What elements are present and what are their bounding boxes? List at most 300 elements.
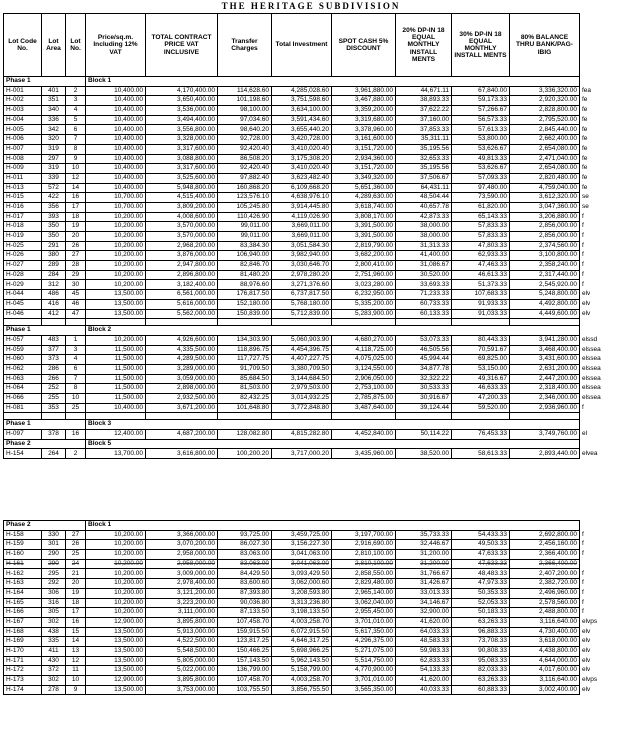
cell-transfer: 85,684.50 (218, 374, 272, 384)
table-row (4, 550, 610, 560)
cell-spot-cash: 3,808,170.00 (332, 212, 396, 222)
block-label: Block 2 (86, 326, 580, 336)
cell-dp30: 47,633.33 (452, 559, 510, 569)
table-row (4, 144, 610, 154)
cell-dp20: 60,733.33 (396, 299, 452, 309)
cell-balance: 2,845,440.00 (510, 125, 580, 135)
blank-cell (66, 319, 86, 326)
cell-balance: 2,358,240.00 (510, 261, 580, 271)
cell-spot-cash: 5,283,900.00 (332, 309, 396, 319)
table-body-phase2 (4, 521, 610, 695)
cell-price: 10,200.00 (86, 335, 146, 345)
cell-lot-area: 302 (42, 617, 66, 627)
col-lot-area: Lot Area (42, 14, 66, 77)
table-row (4, 135, 610, 145)
table-row (4, 241, 610, 251)
cell-lot-no: 9 (66, 685, 86, 695)
cell-transfer: 93,725.00 (218, 530, 272, 540)
cell-lot-area: 342 (42, 125, 66, 135)
cell-lot-area: 339 (42, 173, 66, 183)
cell-lot-area: 290 (42, 550, 66, 560)
cell-lot-no: 16 (66, 617, 86, 627)
cell-lot-code: H-081 (4, 403, 42, 413)
cell-spot-cash: 3,435,960.00 (332, 449, 396, 459)
table-row (4, 430, 610, 440)
cell-lot-area: 412 (42, 309, 66, 319)
cell-dp20: 34,877.78 (396, 364, 452, 374)
cell-lot-no: 16 (66, 430, 86, 440)
cell-lot-no: 14 (66, 183, 86, 193)
cell-price: 10,200.00 (86, 270, 146, 280)
cell-lot-no: 27 (66, 251, 86, 261)
cell-balance: 2,654,080.00 (510, 144, 580, 154)
cell-price: 10,400.00 (86, 183, 146, 193)
cell-price: 11,500.00 (86, 394, 146, 404)
cell-lot-area: 340 (42, 106, 66, 116)
cell-tag: f (582, 598, 584, 606)
cell-dp30: 46,613.33 (452, 270, 510, 280)
cell-tag: se (582, 193, 589, 201)
cell-balance: 2,936,960.00 (510, 403, 580, 413)
cell-lot-no: 21 (66, 569, 86, 579)
cell-dp20: 30,916.67 (396, 394, 452, 404)
cell-dp30: 46,633.33 (452, 384, 510, 394)
table-row (4, 559, 610, 569)
cell-spot-cash: 3,618,740.00 (332, 202, 396, 212)
cell-transfer: 105,245.80 (218, 202, 272, 212)
cell-price: 10,200.00 (86, 222, 146, 232)
cell-price: 10,200.00 (86, 251, 146, 261)
cell-spot-cash: 2,955,450.00 (332, 608, 396, 618)
cell-lot-code: H-025 (4, 241, 42, 251)
blank-cell (86, 319, 146, 326)
table-row (4, 173, 610, 183)
cell-total-contract: 3,895,800.00 (146, 676, 218, 686)
cell-dp30: 59,520.00 (452, 403, 510, 413)
cell-balance: 3,749,760.00 (510, 430, 580, 440)
cell-total-investment: 3,772,848.80 (272, 403, 332, 413)
cell-tag: fe (582, 135, 588, 143)
cell-transfer: 114,628.60 (218, 86, 272, 96)
cell-total-contract: 3,570,000.00 (146, 222, 218, 232)
cell-lot-no: 4 (66, 106, 86, 116)
cell-total-contract: 4,170,400.00 (146, 86, 218, 96)
table-row (4, 261, 610, 271)
cell-total-contract: 2,896,800.00 (146, 270, 218, 280)
cell-lot-area: 286 (42, 364, 66, 374)
cell-dp20: 32,322.22 (396, 374, 452, 384)
cell-total-contract: 3,556,800.00 (146, 125, 218, 135)
cell-lot-no: 27 (66, 530, 86, 540)
cell-dp20: 71,233.33 (396, 290, 452, 300)
cell-balance: 2,346,000.00 (510, 394, 580, 404)
cell-price: 10,200.00 (86, 598, 146, 608)
cell-total-contract: 4,515,400.00 (146, 193, 218, 203)
cell-transfer: 106,940.00 (218, 251, 272, 261)
col-total-contract: TOTAL CONTRACT PRICE VAT INCLUSIVE (146, 14, 218, 77)
cell-lot-code: H-013 (4, 183, 42, 193)
cell-lot-code: H-029 (4, 280, 42, 290)
table-header (4, 14, 610, 77)
cell-transfer: 150,839.00 (218, 309, 272, 319)
cell-total-contract: 4,008,600.00 (146, 212, 218, 222)
cell-dp30: 61,820.00 (452, 202, 510, 212)
cell-price: 13,500.00 (86, 290, 146, 300)
cell-tag: elv (582, 647, 591, 655)
cell-total-contract: 3,876,000.00 (146, 251, 218, 261)
cell-lot-no: 20 (66, 579, 86, 589)
cell-total-contract: 3,570,000.00 (146, 232, 218, 242)
cell-lot-no: 26 (66, 540, 86, 550)
cell-price: 13,500.00 (86, 627, 146, 637)
cell-total-contract: 3,536,000.00 (146, 106, 218, 116)
table-row (4, 280, 610, 290)
block-label: Block 1 (86, 521, 580, 531)
blank-cell (86, 413, 146, 420)
cell-dp20: 38,000.00 (396, 222, 452, 232)
tag-cell (580, 439, 610, 449)
cell-total-contract: 2,958,000.00 (146, 559, 218, 569)
cell-lot-area: 319 (42, 164, 66, 174)
cell-transfer: 82,846.70 (218, 261, 272, 271)
cell-dp30: 53,800.00 (452, 135, 510, 145)
cell-dp20: 37,160.00 (396, 115, 452, 125)
cell-total-contract: 3,366,000.00 (146, 530, 218, 540)
cell-total-investment: 5,060,903.90 (272, 335, 332, 345)
cell-tag: elv (582, 656, 591, 664)
cell-total-investment: 4,407,227.75 (272, 355, 332, 365)
cell-spot-cash: 3,023,280.00 (332, 280, 396, 290)
cell-total-investment: 3,144,684.50 (272, 374, 332, 384)
phase-label: Phase 1 (4, 77, 86, 87)
table-row (4, 617, 610, 627)
table-row (4, 540, 610, 550)
cell-total-investment: 3,041,063.00 (272, 559, 332, 569)
cell-tag: f (582, 579, 584, 587)
cell-price: 10,400.00 (86, 125, 146, 135)
cell-tag (580, 559, 610, 569)
cell-price: 10,400.00 (86, 164, 146, 174)
cell-dp30: 53,150.00 (452, 364, 510, 374)
cell-dp30: 57,613.33 (452, 125, 510, 135)
cell-transfer: 101,198.60 (218, 96, 272, 106)
cell-dp20: 39,124.44 (396, 403, 452, 413)
cell-transfer: 83,063.00 (218, 550, 272, 560)
cell-transfer: 99,011.00 (218, 232, 272, 242)
cell-lot-area: 290 (42, 559, 66, 569)
cell-lot-area: 393 (42, 212, 66, 222)
cell-dp20: 37,622.22 (396, 106, 452, 116)
cell-price: 10,400.00 (86, 135, 146, 145)
cell-lot-area: 266 (42, 374, 66, 384)
cell-dp30: 52,053.33 (452, 598, 510, 608)
cell-total-contract: 3,895,800.00 (146, 617, 218, 627)
cell-dp20: 35,195.56 (396, 144, 452, 154)
cell-lot-code: H-059 (4, 345, 42, 355)
cell-dp30: 97,480.00 (452, 183, 510, 193)
cell-lot-no: 15 (66, 627, 86, 637)
cell-balance: 3,612,320.00 (510, 193, 580, 203)
cell-lot-area: 353 (42, 403, 66, 413)
col-tag (580, 14, 610, 77)
cell-transfer: 117,727.75 (218, 355, 272, 365)
cell-dp20: 37,853.33 (396, 125, 452, 135)
cell-total-contract: 3,111,000.00 (146, 608, 218, 618)
cell-balance: 3,618,000.00 (510, 637, 580, 647)
cell-balance: 2,318,400.00 (510, 384, 580, 394)
cell-tag: fe (582, 96, 588, 104)
cell-dp30: 47,803.33 (452, 241, 510, 251)
cell-spot-cash: 3,359,200.00 (332, 106, 396, 116)
cell-total-contract: 3,328,000.00 (146, 135, 218, 145)
cell-tag: elvea (582, 449, 598, 457)
cell-tag: elssea (582, 355, 601, 363)
cell-total-contract: 2,968,200.00 (146, 241, 218, 251)
cell-lot-area: 356 (42, 202, 66, 212)
cell-lot-no: 10 (66, 394, 86, 404)
table-row (4, 86, 610, 96)
cell-tag: f (582, 540, 584, 548)
cell-lot-no: 45 (66, 290, 86, 300)
cell-price: 10,200.00 (86, 579, 146, 589)
cell-spot-cash: 2,785,875.00 (332, 394, 396, 404)
table-row (4, 290, 610, 300)
cell-total-investment: 3,914,445.80 (272, 202, 332, 212)
cell-transfer: 123,817.25 (218, 637, 272, 647)
cell-total-contract: 4,289,500.00 (146, 355, 218, 365)
cell-price: 11,500.00 (86, 384, 146, 394)
cell-total-investment: 3,410,020.40 (272, 164, 332, 174)
cell-lot-area: 295 (42, 569, 66, 579)
table-row (4, 608, 610, 618)
blank-cell (396, 319, 452, 326)
table-row (4, 299, 610, 309)
cell-transfer: 100,200.20 (218, 449, 272, 459)
cell-spot-cash: 2,753,100.00 (332, 384, 396, 394)
cell-lot-code: H-018 (4, 222, 42, 232)
cell-dp30: 48,483.33 (452, 569, 510, 579)
cell-spot-cash: 3,701,010.00 (332, 617, 396, 627)
cell-total-investment: 3,313,236.80 (272, 598, 332, 608)
cell-tag: elssea (582, 345, 601, 353)
cell-dp30: 76,453.33 (452, 430, 510, 440)
cell-dp30: 95,083.33 (452, 656, 510, 666)
cell-dp30: 65,143.33 (452, 212, 510, 222)
cell-dp20: 60,133.33 (396, 309, 452, 319)
cell-lot-no: 30 (66, 280, 86, 290)
cell-lot-no: 2 (66, 86, 86, 96)
cell-tag: elv (582, 290, 591, 298)
table-row (4, 598, 610, 608)
cell-transfer: 152,180.00 (218, 299, 272, 309)
cell-lot-code: H-016 (4, 202, 42, 212)
cell-lot-code: H-017 (4, 212, 42, 222)
cell-tag: elv (582, 627, 591, 635)
cell-dp20: 64,033.33 (396, 627, 452, 637)
cell-balance: 3,336,320.00 (510, 86, 580, 96)
cell-dp30: 47,973.33 (452, 579, 510, 589)
cell-total-investment: 3,634,100.00 (272, 106, 332, 116)
cell-dp30: 63,263.33 (452, 617, 510, 627)
cell-lot-no: 18 (66, 212, 86, 222)
cell-transfer: 92,728.00 (218, 135, 272, 145)
cell-lot-no: 3 (66, 96, 86, 106)
cell-tag: fe (582, 154, 588, 162)
cell-dp30: 50,183.33 (452, 608, 510, 618)
cell-total-contract: 5,562,000.00 (146, 309, 218, 319)
cell-price: 10,200.00 (86, 280, 146, 290)
cell-total-investment: 4,638,976.10 (272, 193, 332, 203)
cell-lot-no: 18 (66, 598, 86, 608)
cell-dp20: 41,400.00 (396, 251, 452, 261)
cell-balance: 2,578,560.00 (510, 598, 580, 608)
table-row (4, 335, 610, 345)
cell-balance: 2,407,200.00 (510, 569, 580, 579)
cell-lot-code: H-169 (4, 637, 42, 647)
cell-lot-no: 6 (66, 125, 86, 135)
cell-tag: elvps (582, 676, 598, 684)
cell-balance: 2,374,560.00 (510, 241, 580, 251)
cell-transfer: 98,640.20 (218, 125, 272, 135)
cell-balance: 2,662,400.00 (510, 135, 580, 145)
cell-spot-cash: 2,906,050.00 (332, 374, 396, 384)
cell-lot-no: 11 (66, 666, 86, 676)
cell-total-investment: 3,208,593.80 (272, 588, 332, 598)
cell-dp30: 73,708.33 (452, 637, 510, 647)
col-balance: 80% BALANCE THRU BANK/PAG-IBIG (510, 14, 580, 77)
cell-transfer: 84,429.50 (218, 569, 272, 579)
cell-tag: elssea (582, 374, 601, 382)
cell-lot-area: 422 (42, 193, 66, 203)
cell-lot-code: H-028 (4, 270, 42, 280)
cell-lot-area: 292 (42, 579, 66, 589)
cell-lot-code: H-097 (4, 430, 42, 440)
cell-dp20: 31,200.00 (396, 550, 452, 560)
cell-balance: 2,893,440.00 (510, 449, 580, 459)
cell-dp30: 58,613.33 (452, 449, 510, 459)
cell-balance: 2,488,800.00 (510, 608, 580, 618)
cell-total-investment: 3,175,308.20 (272, 154, 332, 164)
cell-total-contract: 3,616,800.00 (146, 449, 218, 459)
cell-price: 10,400.00 (86, 403, 146, 413)
cell-lot-area: 350 (42, 222, 66, 232)
cell-total-contract: 3,223,200.00 (146, 598, 218, 608)
cell-lot-code: H-009 (4, 164, 42, 174)
cell-spot-cash: 2,810,100.00 (332, 550, 396, 560)
blank-cell (452, 413, 510, 420)
cell-lot-no: 17 (66, 608, 86, 618)
table-row (4, 270, 610, 280)
cell-tag: elssea (582, 384, 601, 392)
tag-cell (580, 521, 610, 531)
cell-total-contract: 5,548,500.00 (146, 646, 218, 656)
cell-lot-area: 377 (42, 345, 66, 355)
table-row (4, 637, 610, 647)
cell-spot-cash: 3,151,720.00 (332, 144, 396, 154)
cell-dp20: 31,313.33 (396, 241, 452, 251)
cell-balance: 3,002,400.00 (510, 685, 580, 695)
cell-lot-no: 20 (66, 232, 86, 242)
cell-lot-no: 16 (66, 193, 86, 203)
cell-price: 11,500.00 (86, 345, 146, 355)
cell-balance: 3,941,280.00 (510, 335, 580, 345)
table-row (4, 449, 610, 459)
cell-total-investment: 3,014,932.25 (272, 394, 332, 404)
cell-lot-area: 336 (42, 115, 66, 125)
cell-total-investment: 4,119,026.90 (272, 212, 332, 222)
cell-dp30: 107,683.33 (452, 290, 510, 300)
cell-spot-cash: 2,751,960.00 (332, 270, 396, 280)
cell-total-investment: 5,768,180.00 (272, 299, 332, 309)
cell-dp20: 34,146.67 (396, 598, 452, 608)
cell-lot-code: H-044 (4, 290, 42, 300)
cell-balance: 5,248,800.00 (510, 290, 580, 300)
cell-total-investment: 4,646,317.25 (272, 637, 332, 647)
cell-spot-cash: 3,151,720.00 (332, 164, 396, 174)
cell-dp20: 48,504.44 (396, 193, 452, 203)
cell-lot-area: 278 (42, 685, 66, 695)
cell-spot-cash: 5,651,360.00 (332, 183, 396, 193)
cell-total-investment: 3,717,000.20 (272, 449, 332, 459)
cell-transfer: 159,915.50 (218, 627, 272, 637)
cell-transfer: 128,082.80 (218, 430, 272, 440)
cell-balance: 2,382,720.00 (510, 579, 580, 589)
cell-lot-code: H-170 (4, 646, 42, 656)
cell-lot-area: 572 (42, 183, 66, 193)
cell-total-investment: 6,072,915.50 (272, 627, 332, 637)
blank-cell (272, 319, 332, 326)
cell-price: 10,200.00 (86, 588, 146, 598)
cell-spot-cash: 3,391,500.00 (332, 222, 396, 232)
tag-cell (580, 326, 610, 336)
cell-dp30: 56,573.33 (452, 115, 510, 125)
cell-lot-no: 8 (66, 384, 86, 394)
col-lot-code: Lot Code No. (4, 14, 42, 77)
cell-total-contract: 3,494,400.00 (146, 115, 218, 125)
cell-total-investment: 3,062,000.60 (272, 579, 332, 589)
cell-total-investment: 3,669,011.00 (272, 222, 332, 232)
cell-total-investment: 6,737,817.50 (272, 290, 332, 300)
cell-dp30: 53,626.67 (452, 164, 510, 174)
cell-dp20: 37,506.67 (396, 173, 452, 183)
cell-balance: 3,468,400.00 (510, 345, 580, 355)
cell-total-investment: 4,815,282.80 (272, 430, 332, 440)
cell-tag: f (582, 550, 584, 558)
cell-transfer: 160,868.20 (218, 183, 272, 193)
cell-lot-no: 26 (66, 241, 86, 251)
section-row (4, 521, 610, 531)
cell-spot-cash: 3,124,550.00 (332, 364, 396, 374)
col-total-investment: Total Investment (272, 14, 332, 77)
cell-lot-no: 4 (66, 355, 86, 365)
cell-total-investment: 3,156,227.30 (272, 540, 332, 550)
cell-lot-code: H-001 (4, 86, 42, 96)
cell-dp20: 32,900.00 (396, 608, 452, 618)
cell-tag: f (582, 608, 584, 616)
blank-cell (42, 319, 66, 326)
cell-transfer: 150,466.25 (218, 646, 272, 656)
cell-price: 10,700.00 (86, 193, 146, 203)
cell-lot-area: 320 (42, 135, 66, 145)
cell-price: 10,400.00 (86, 115, 146, 125)
block-label: Block 1 (86, 77, 580, 87)
cell-lot-code: H-165 (4, 598, 42, 608)
cell-tag: f (582, 569, 584, 577)
cell-dp30: 57,833.33 (452, 222, 510, 232)
cell-transfer: 107,458.70 (218, 617, 272, 627)
cell-dp30: 82,033.33 (452, 666, 510, 676)
cell-dp20: 33,693.33 (396, 280, 452, 290)
